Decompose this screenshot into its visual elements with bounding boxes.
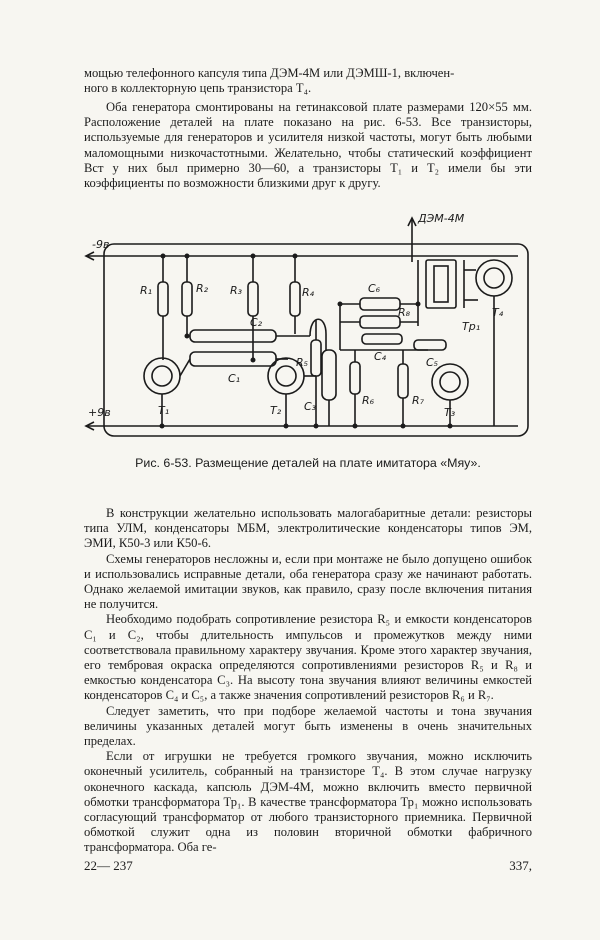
r6-label: R₆: [362, 394, 375, 407]
body-text: [84, 506, 532, 856]
t2-label: T₂: [270, 404, 282, 417]
signature-mark: 22— 237: [84, 858, 133, 873]
c6-label: C₆: [368, 282, 381, 295]
minus-9v-label: -9в: [92, 238, 110, 251]
figure-caption: Рис. 6-53. Размещение деталей на плате имитатора «Мяу».: [135, 456, 481, 470]
capacitors-c4-c5: [362, 334, 446, 350]
tp1-label: Тр₁: [462, 320, 481, 333]
capacitors-c1-c2: [190, 330, 310, 366]
top-paragraph: [84, 66, 532, 96]
paragraph-3: Схемы генераторов несложны и, если при монтаже не было допущено ошибок и использовались исправные детали, оба генератора сразу же начинают работать. Однако желаемой имитации звуков, как правило, сразу после включения питания не получится.: [84, 551, 532, 612]
dem-label: ДЭМ-4М: [418, 212, 465, 225]
r2-label: R₂: [196, 282, 209, 295]
c5-label: C₅: [426, 356, 439, 369]
r7-label: R₇: [412, 394, 425, 407]
paragraph-1-text: Оба генератора смонтированы на гетинаксовой плате размерами 120×55 мм. Расположение деталей на плате показано на рис. 6-53. Все транзисторы, используемые для генераторов и усилителя низкой частоты, могут быть любыми маломощными низкочастотными. Желательно, чтобы статический коэффициент Bст у них был примерно 30—60, а транзисторы Т₁ и Т₂ имели бы эти коэффициенты по возможности близкими друг к другу.: [84, 100, 532, 191]
circuit-board-drawing: [78, 200, 534, 448]
t4-label: T₄: [492, 306, 504, 319]
c1-label: C₁: [228, 372, 241, 385]
r4-label: R₄: [302, 286, 315, 299]
top-paragraph-line-1: мощью телефонного капсуля типа ДЭМ-4М или ДЭМШ-1, включен-: [84, 66, 455, 80]
t3-label: T₃: [444, 406, 456, 419]
paragraph-5: Следует заметить, что при подборе желаемой частоты и тона звучания величины указанных деталей могут быть изменены в очень значительных пределах.: [84, 703, 532, 749]
circuit-board-figure: [78, 200, 534, 448]
t1-label: T₁: [158, 404, 170, 417]
resistors-top: [158, 256, 300, 360]
paragraph-6: Если от игрушки не требуется громкого звучания, можно исключить оконечный усилитель, собранный на транзисторе Т₄. В этом случае нагрузку оконечного каскада, капсюль ДЭМ-4М, можно включить вместо первичной обмотки трансформатора Тр₁. В качестве трансформатора Тр₁ можно использовать согласующий трансформатор от любого транзисторного приемника. Первичной обмоткой служит одна из половин вторичной обмотки фабричного трансформатора. Оба ге-: [84, 749, 532, 855]
t1-to-c1-lead: [180, 359, 190, 376]
c2-label: C₂: [250, 316, 263, 329]
top-paragraph-line-2: ного в коллекторную цепь транзистора Т₄.: [84, 81, 312, 96]
r3-label: R₃: [230, 284, 243, 297]
page-number: 337,: [509, 858, 532, 873]
paragraph-2: В конструкции желательно использовать малогабаритные детали: резисторы типа УЛМ, конденсаторы МБМ, электролитические конденсаторы типов ЭМ, ЭМИ, К50-3 или К50-6.: [84, 506, 532, 551]
r5-label: R₅: [296, 356, 309, 369]
transformer-tp1: [418, 260, 476, 326]
r8-label: R₈: [398, 306, 411, 319]
c4-label: C₄: [374, 350, 387, 363]
paragraph-1: [84, 100, 532, 191]
c3-label: C₃: [304, 400, 317, 413]
r1-label: R₁: [140, 284, 153, 297]
plus-9v-label: +9в: [88, 406, 111, 419]
paragraph-4: Необходимо подобрать сопротивление резистора R₅ и емкости конденсаторов C₁ и C₂, чтобы длительность импульсов и промежутков между ними соответствовала правильному характеру звучания. Кроме этого характер звучания, его тембровая окраска определяются сопротивлениями резисторов R₅ и R₈ и емкостью конденсатора C₃. На высоту тона звучания влияют величины емкостей конденсаторов C₄ и C₅, а также значения сопротивлений резисторов R₆ и R₇.: [84, 612, 532, 703]
